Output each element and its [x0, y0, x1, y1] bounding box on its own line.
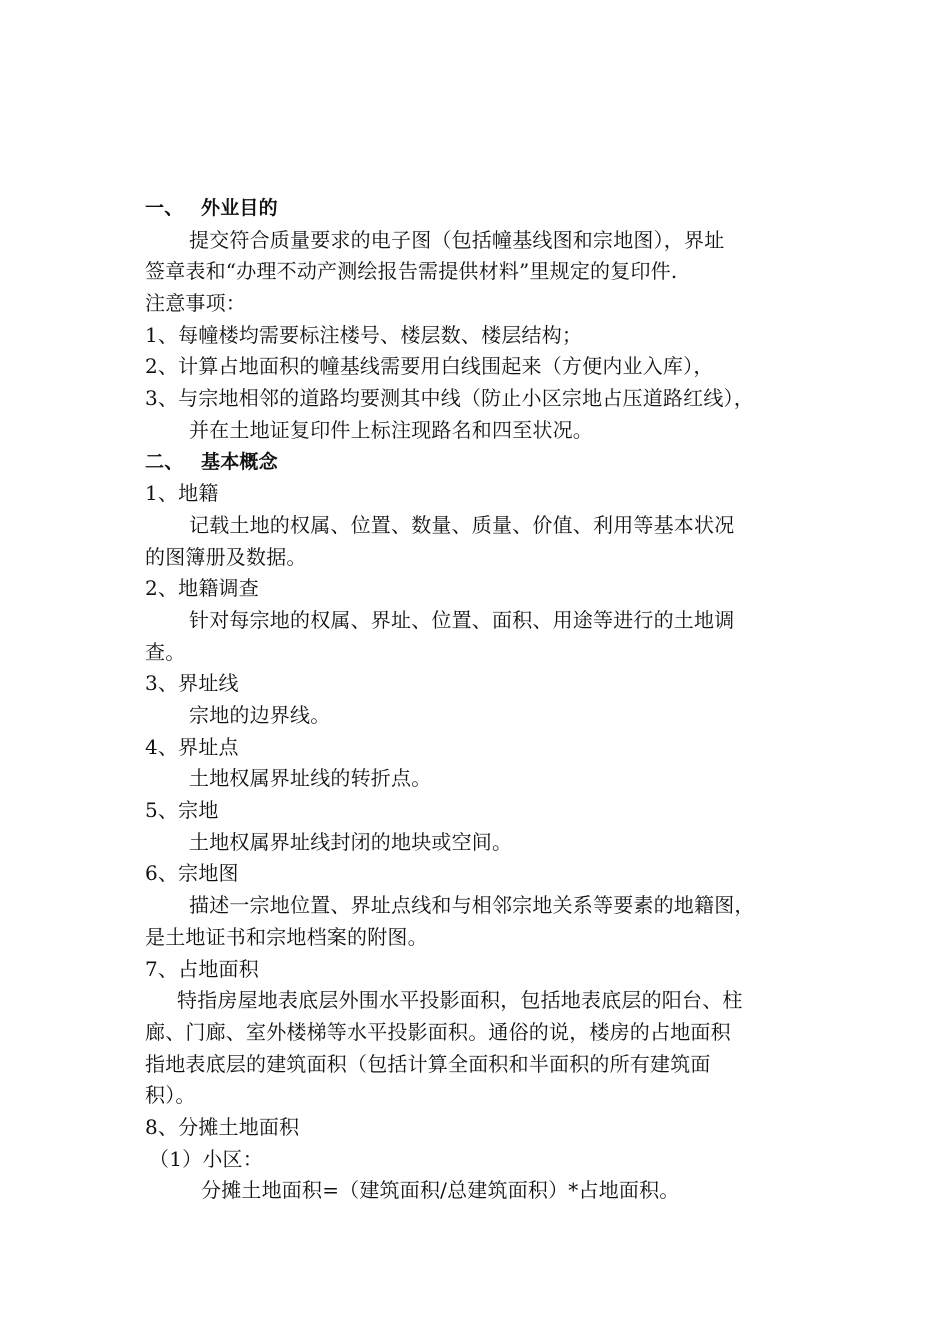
- section-title: 基本概念: [201, 450, 278, 473]
- note-item: 1、每幢楼均需要标注楼号、楼层数、楼层结构；: [145, 322, 583, 347]
- paragraph-line: 提交符合质量要求的电子图（包括幢基线图和宗地图），界址: [189, 227, 725, 252]
- concept-term: 7、占地面积: [145, 956, 259, 981]
- note-item: 3、与宗地相邻的道路均要测其中线（防止小区宗地占压道路红线），: [145, 386, 754, 411]
- concept-term: 1、地籍: [145, 481, 219, 506]
- note-item: 2、计算占地面积的幢基线需要用白线围起来（方便内业入库），: [145, 354, 714, 379]
- concept-definition-line: 土地权属界址线的转折点。: [189, 766, 432, 791]
- paragraph-line: 签章表和“办理不动产测绘报告需提供材料”里规定的复印件.: [145, 259, 678, 284]
- section-heading-1: [145, 193, 825, 225]
- notes-title: 注意事项：: [145, 291, 246, 316]
- concept-definition-line: 积）。: [145, 1083, 196, 1108]
- concept-term: 3、界址线: [145, 671, 239, 696]
- concept-definition-line: 记载土地的权属、位置、数量、质量、价值、利用等基本状况: [189, 512, 735, 537]
- concept-term: 5、宗地: [145, 798, 219, 823]
- concept-definition-line: 查。: [145, 639, 186, 664]
- formula-line: 分摊土地面积=（建筑面积/总建筑面积）*占地面积。: [201, 1178, 680, 1203]
- concept-term: 6、宗地图: [145, 861, 239, 886]
- concept-definition-line: 指地表底层的建筑面积（包括计算全面积和半面积的所有建筑面: [145, 1051, 711, 1076]
- concept-definition-line: 宗地的边界线。: [189, 703, 331, 727]
- section-number: 二、: [145, 450, 184, 473]
- note-item-continuation: 并在土地证复印件上标注现路名和四至状况。: [189, 417, 593, 442]
- concept-term: 2、地籍调查: [145, 576, 259, 601]
- concept-definition-line: 描述一宗地位置、界址点线和与相邻宗地关系等要素的地籍图，: [189, 893, 755, 918]
- sub-item: （1）小区：: [149, 1146, 263, 1171]
- concept-definition-line: 针对每宗地的权属、界址、位置、面积、用途等进行的土地调: [189, 607, 735, 632]
- concept-term: 4、界址点: [145, 734, 239, 759]
- document-page: [145, 193, 825, 1207]
- section-title: 外业目的: [201, 197, 278, 219]
- concept-definition-line: 的图簿册及数据。: [145, 544, 307, 569]
- concept-definition-line: 是土地证书和宗地档案的附图。: [145, 924, 428, 949]
- section-number: 一、: [145, 197, 184, 219]
- concept-definition-line: 廊、门廊、室外楼梯等水平投影面积。通俗的说，楼房的占地面积: [145, 1019, 731, 1044]
- concept-definition-line: 特指房屋地表底层外围水平投影面积，包括地表底层的阳台、柱: [177, 988, 743, 1013]
- concept-definition-line: 土地权属界址线封闭的地块或空间。: [189, 829, 513, 854]
- concept-term: 8、分摊土地面积: [145, 1114, 300, 1139]
- section-heading-2: [145, 447, 825, 479]
